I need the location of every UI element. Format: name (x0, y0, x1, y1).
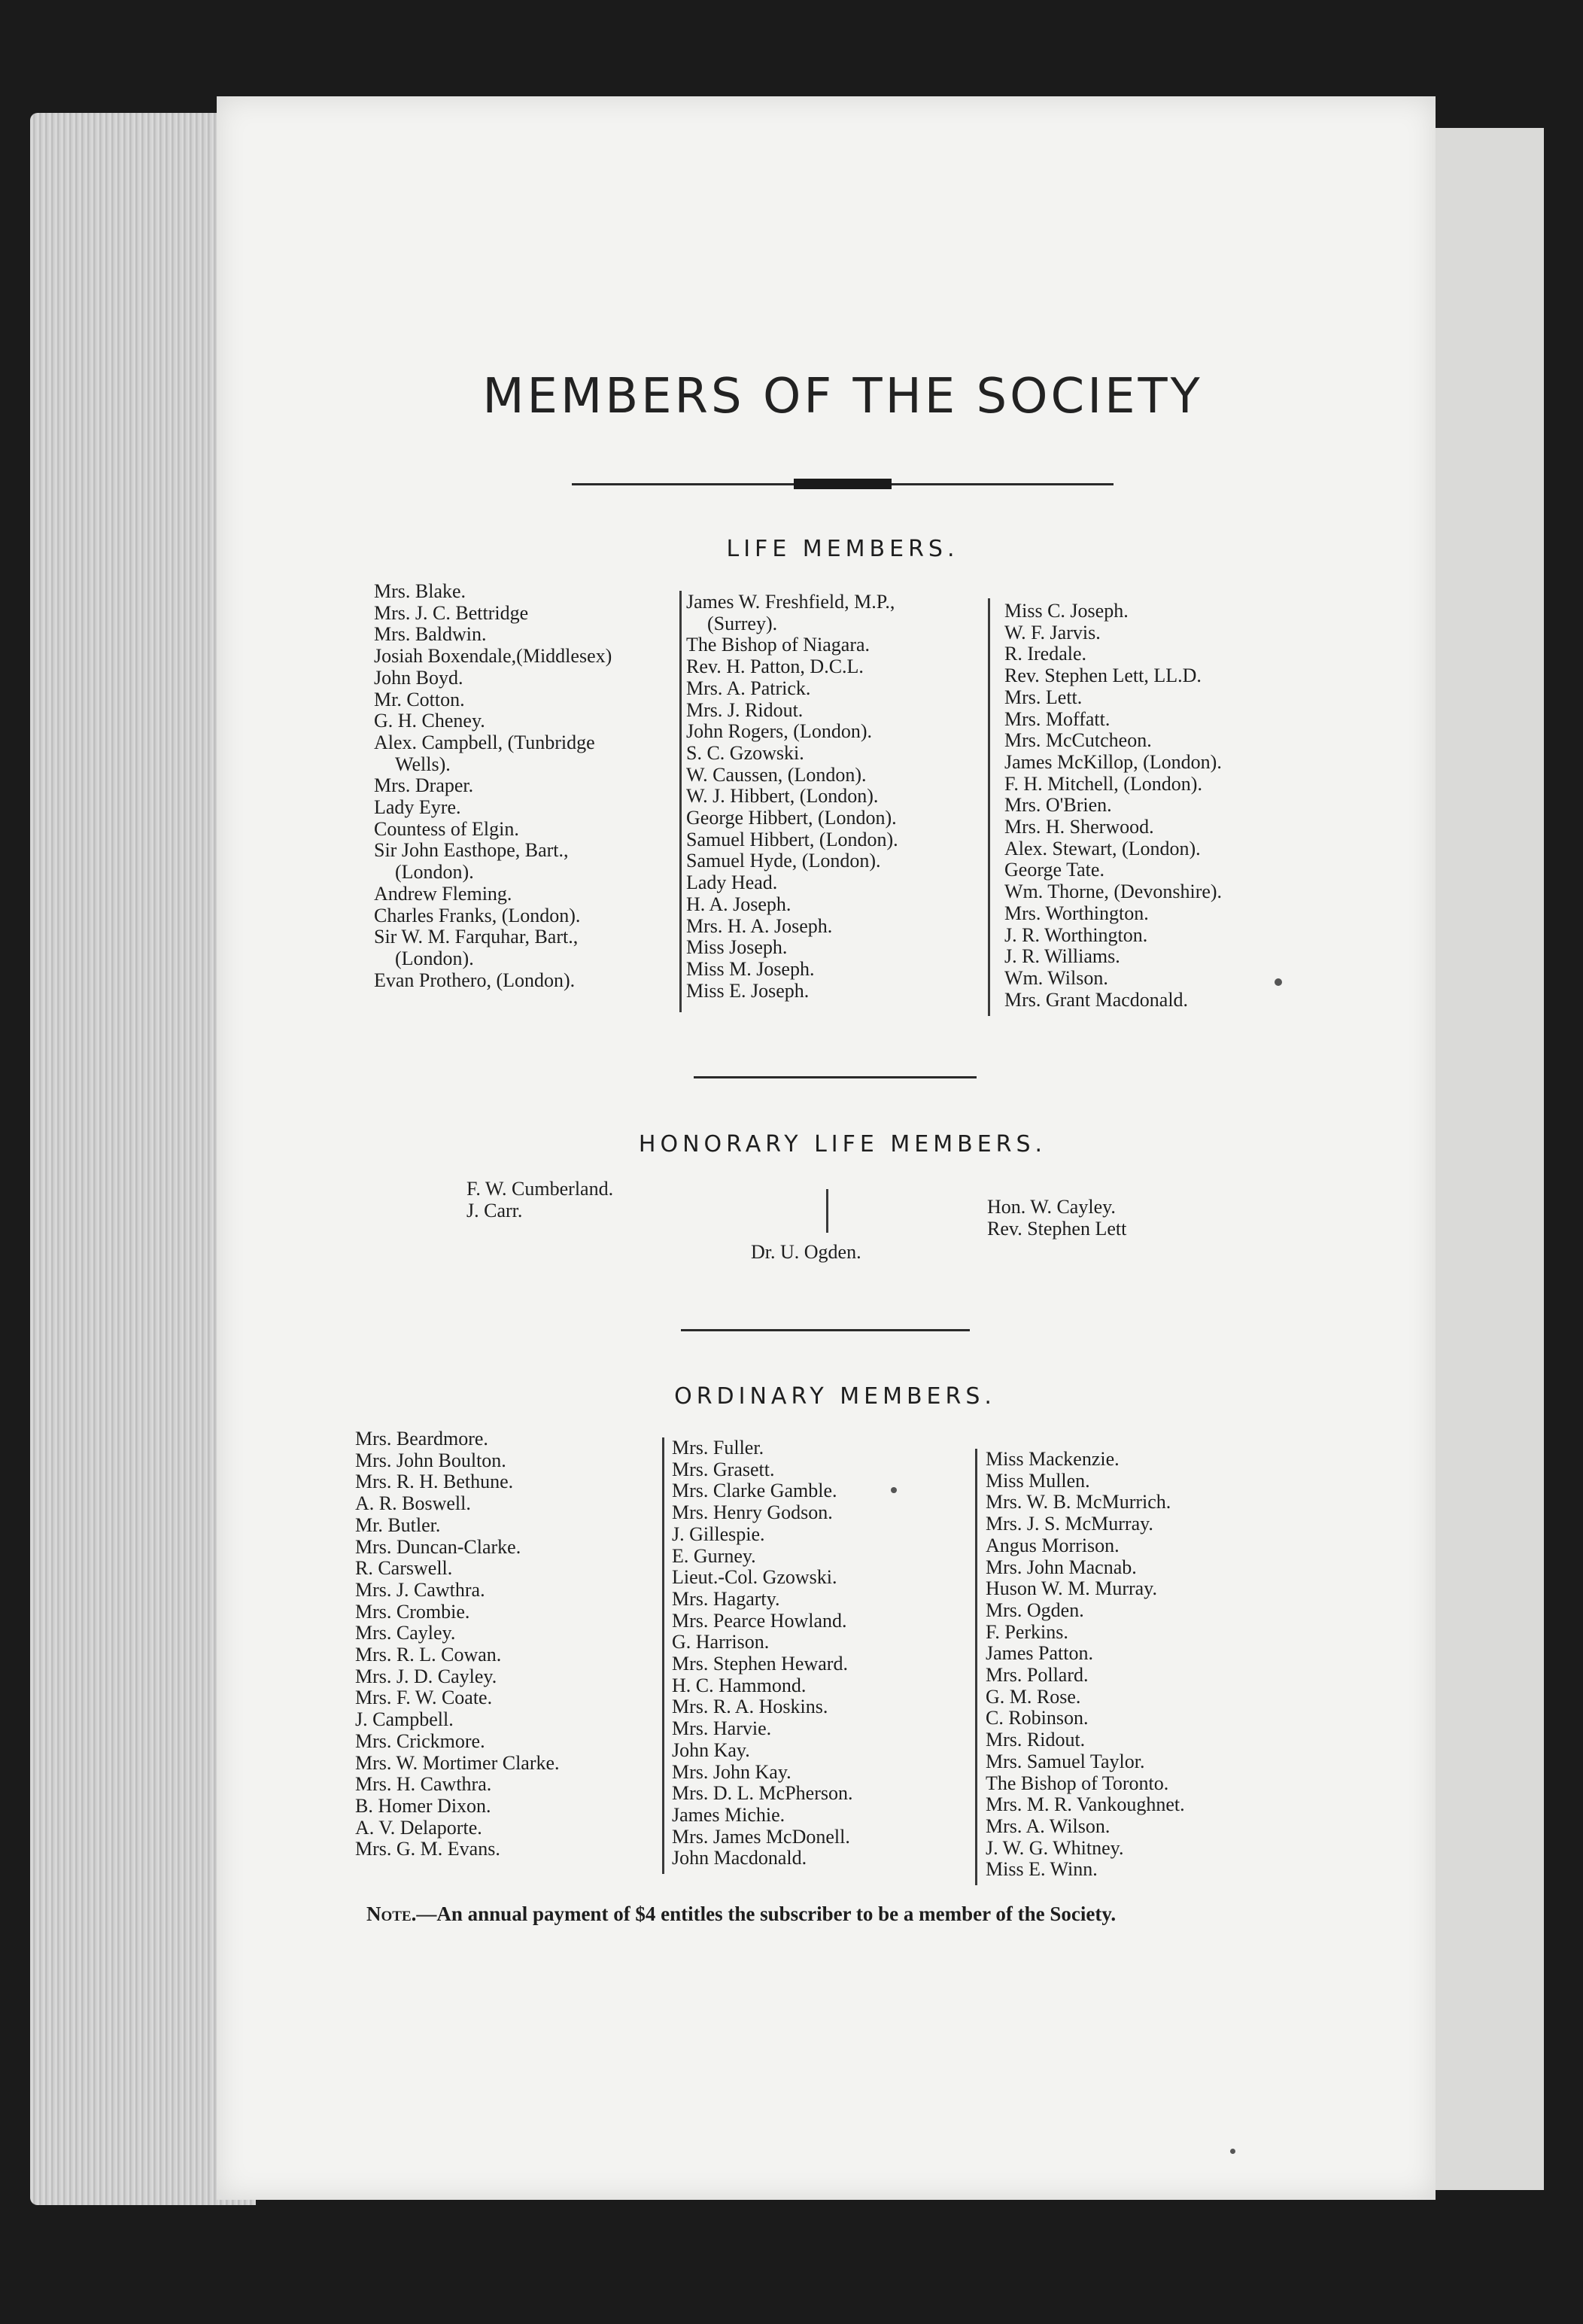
member-name: Mrs. Harvie. (672, 1717, 772, 1740)
member-name: Evan Prothero, (London). (374, 969, 576, 991)
honorary-heading: HONORARY LIFE MEMBERS. (638, 1131, 1047, 1157)
member-name: Miss C. Joseph. (1004, 600, 1129, 622)
member-name: Mrs. Stephen Heward. (672, 1653, 848, 1675)
member-name: Mrs. Hagarty. (672, 1587, 780, 1610)
member-name: Mrs. Ridout. (986, 1729, 1086, 1751)
column-divider (679, 591, 682, 1012)
member-name: Lady Head. (686, 872, 778, 894)
member-name: Andrew Fleming. (374, 882, 512, 905)
column-divider (826, 1189, 828, 1233)
member-name: Mrs. Pollard. (986, 1664, 1089, 1687)
member-name: J. Campbell. (355, 1708, 454, 1731)
scan-speck (1230, 2149, 1235, 2154)
member-name: J. Gillespie. (672, 1522, 765, 1545)
section-rule (694, 1076, 977, 1078)
member-name: Mrs. A. Patrick. (686, 677, 811, 699)
member-name: Mrs. O'Brien. (1004, 794, 1112, 817)
member-name: John Rogers, (London). (686, 720, 872, 743)
member-name: Mrs. J. Ridout. (686, 698, 804, 721)
member-name: Miss Mullen. (986, 1469, 1090, 1492)
section-rule (681, 1329, 970, 1331)
member-name: Mrs. Clarke Gamble. (672, 1480, 837, 1502)
member-name: Alex. Campbell, (Tunbridge (374, 731, 595, 753)
life-members-heading: LIFE MEMBERS. (726, 536, 959, 562)
member-name: S. C. Gzowski. (686, 741, 804, 764)
life-members-column-1 (374, 581, 612, 991)
member-name: Mrs. James McDonell. (672, 1825, 850, 1848)
member-name: W. J. Hibbert, (London). (686, 785, 879, 808)
honorary-center-name: Dr. U. Ogden. (751, 1241, 861, 1263)
member-name: Mrs. Pearce Howland. (672, 1609, 847, 1632)
member-name: Mrs. Ogden. (986, 1599, 1084, 1621)
member-name: Mrs. H. Sherwood. (1004, 816, 1154, 838)
next-page-edge (1431, 128, 1544, 2190)
member-name: Mrs. McCutcheon. (1004, 729, 1152, 752)
member-name: Mrs. R. H. Bethune. (355, 1471, 514, 1493)
member-name: Mrs. R. L. Cowan. (355, 1644, 502, 1666)
member-name: James W. Freshfield, M.P., (686, 591, 895, 613)
member-name: E. Gurney. (672, 1544, 756, 1567)
member-name: George Hibbert, (London). (686, 807, 897, 829)
member-name: Mrs. J. Cawthra. (355, 1578, 485, 1601)
member-name: Mrs. Cayley. (355, 1622, 456, 1644)
member-name: J. W. G. Whitney. (986, 1836, 1124, 1859)
member-name: Mr. Butler. (355, 1513, 441, 1536)
member-name: H. C. Hammond. (672, 1674, 807, 1696)
life-members-column-3 (1004, 601, 1222, 1011)
member-name: The Bishop of Niagara. (686, 634, 870, 656)
member-name: Miss M. Joseph. (686, 957, 815, 980)
member-name: Mrs. Baldwin. (374, 623, 487, 646)
member-name: G. M. Rose. (986, 1685, 1081, 1708)
scan-speck (891, 1487, 897, 1493)
column-divider (662, 1437, 664, 1874)
member-name: F. H. Mitchell, (London). (1004, 772, 1202, 795)
member-name: Mrs. W. Mortimer Clarke. (355, 1751, 560, 1774)
member-name: Mrs. Beardmore. (355, 1428, 488, 1449)
member-name: Mrs. Grasett. (672, 1458, 775, 1480)
member-name: Mrs. W. B. McMurrich. (986, 1491, 1171, 1513)
member-name: Huson W. M. Murray. (986, 1577, 1157, 1600)
ordinary-heading: ORDINARY MEMBERS. (674, 1383, 996, 1410)
member-name: John Kay. (672, 1738, 750, 1761)
member-name: Rev. Stephen Lett (987, 1217, 1127, 1240)
member-name: Mrs. Crickmore. (355, 1729, 485, 1752)
member-name: (Surrey). (707, 612, 778, 634)
member-name: W. F. Jarvis. (1004, 621, 1101, 643)
ordinary-members-column-2 (672, 1437, 853, 1869)
member-name: (London). (395, 861, 474, 884)
footnote (366, 1903, 1344, 1926)
member-name: Countess of Elgin. (374, 817, 519, 840)
ordinary-members-column-1 (355, 1428, 560, 1860)
member-name: George Tate. (1004, 859, 1104, 881)
member-name: J. R. Worthington. (1004, 923, 1148, 946)
member-name: John Boyd. (374, 666, 463, 689)
honorary-left-column (466, 1179, 613, 1221)
member-name: B. Homer Dixon. (355, 1794, 491, 1817)
member-name: Angus Morrison. (986, 1534, 1120, 1556)
title-rule-ornament (794, 479, 892, 489)
member-name: Mrs. Henry Godson. (672, 1501, 833, 1524)
scan-speck (1275, 978, 1282, 986)
member-name: Mrs. R. A. Hoskins. (672, 1696, 828, 1718)
member-name: Mrs. Blake. (374, 580, 466, 602)
page-title: MEMBERS OF THE SOCIETY (482, 369, 1203, 424)
member-name: James McKillop, (London). (1004, 750, 1222, 773)
footnote-text: —An annual payment of $4 entitles the subscriber to be a member of the Society. (416, 1903, 1117, 1925)
member-name: J. R. Williams. (1004, 945, 1120, 968)
member-name: John Macdonald. (672, 1847, 807, 1869)
member-name: Mrs. J. C. Bettridge (374, 601, 529, 624)
member-name: Mrs. J. D. Cayley. (355, 1665, 497, 1687)
life-members-column-2 (686, 592, 898, 1002)
member-name: W. Caussen, (London). (686, 763, 867, 786)
member-name: Mrs. Samuel Taylor. (986, 1750, 1145, 1772)
member-name: Rev. H. Patton, D.C.L. (686, 656, 864, 678)
member-name: A. R. Boswell. (355, 1492, 471, 1515)
member-name: Alex. Stewart, (London). (1004, 837, 1201, 859)
member-name: Miss Mackenzie. (986, 1448, 1120, 1470)
member-name: Wm. Wilson. (1004, 966, 1108, 989)
member-name: James Patton. (986, 1642, 1093, 1665)
member-name: Mrs. Lett. (1004, 686, 1083, 708)
member-name: Lady Eyre. (374, 796, 461, 819)
member-name: C. Robinson. (986, 1707, 1089, 1729)
member-name: R. Iredale. (1004, 643, 1087, 665)
member-name: Mrs. H. Cawthra. (355, 1773, 492, 1796)
member-name: Wm. Thorne, (Devonshire). (1004, 881, 1223, 903)
member-name: Miss E. Winn. (986, 1858, 1098, 1881)
member-name: Mrs. Moffatt. (1004, 707, 1111, 730)
member-name: Mrs. J. S. McMurray. (986, 1513, 1153, 1535)
member-name: Mrs. Fuller. (672, 1437, 764, 1459)
member-name: Mrs. John Kay. (672, 1760, 792, 1783)
member-name: Mrs. Crombie. (355, 1600, 470, 1623)
member-name: A. V. Delaporte. (355, 1816, 482, 1839)
member-name: Mrs. D. L. McPherson. (672, 1782, 853, 1805)
member-name: H. A. Joseph. (686, 893, 792, 915)
member-name: Mrs. Draper. (374, 774, 474, 797)
member-name: Mrs. John Macnab. (986, 1556, 1137, 1578)
ordinary-members-column-3 (986, 1449, 1185, 1881)
member-name: Mrs. John Boulton. (355, 1449, 506, 1471)
member-name: Mrs. A. Wilson. (986, 1814, 1111, 1837)
column-divider (988, 598, 990, 1016)
member-name: G. Harrison. (672, 1631, 770, 1653)
member-name: Samuel Hyde, (London). (686, 850, 881, 872)
member-name: Mrs. Duncan-Clarke. (355, 1535, 521, 1558)
member-name: Mrs. H. A. Joseph. (686, 914, 833, 937)
member-name: Samuel Hibbert, (London). (686, 828, 898, 850)
member-name: Miss Joseph. (686, 936, 788, 959)
member-name: R. Carswell. (355, 1557, 453, 1580)
member-name: Josiah Boxendale,(Middlesex) (374, 645, 612, 668)
member-name: James Michie. (672, 1803, 785, 1826)
member-name: Mr. Cotton. (374, 688, 465, 710)
member-name: Lieut.-Col. Gzowski. (672, 1566, 837, 1589)
member-name: G. H. Cheney. (374, 710, 485, 732)
member-name: J. Carr. (466, 1199, 523, 1221)
member-name: Wells). (395, 753, 451, 775)
member-name: Rev. Stephen Lett, LL.D. (1004, 665, 1202, 687)
member-name: (London). (395, 947, 474, 969)
member-name: Mrs. M. R. Vankoughnet. (986, 1793, 1185, 1816)
member-name: Mrs. F. W. Coate. (355, 1687, 493, 1709)
member-name: Hon. W. Cayley. (987, 1196, 1116, 1218)
member-name: Charles Franks, (London). (374, 904, 581, 926)
footnote-label: Note. (366, 1903, 417, 1925)
member-name: Mrs. Worthington. (1004, 902, 1149, 924)
member-name: Sir John Easthope, Bart., (374, 839, 569, 862)
member-name: The Bishop of Toronto. (986, 1772, 1169, 1794)
member-name: Sir W. M. Farquhar, Bart., (374, 926, 579, 948)
member-name: F. Perkins. (986, 1620, 1068, 1643)
member-name: Miss E. Joseph. (686, 979, 810, 1002)
honorary-right-column (987, 1197, 1126, 1240)
member-name: Mrs. G. M. Evans. (355, 1838, 500, 1860)
member-name: F. W. Cumberland. (466, 1178, 614, 1200)
column-divider (975, 1449, 977, 1885)
member-name: Mrs. Grant Macdonald. (1004, 988, 1189, 1011)
